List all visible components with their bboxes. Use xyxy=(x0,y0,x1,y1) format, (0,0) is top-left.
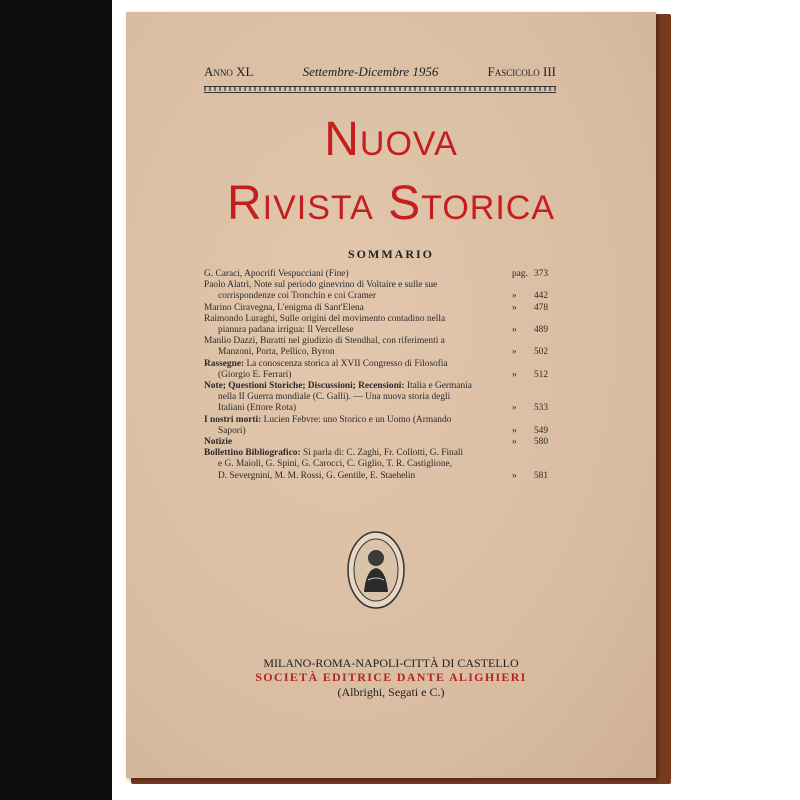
toc-entry-line xyxy=(204,347,548,358)
toc-page-ref xyxy=(508,347,548,358)
toc-page-number: 442 xyxy=(533,291,548,302)
toc-entry-text: Paolo Alatri, Note sul periodo ginevrino di Voltaire e sulle sue xyxy=(204,280,438,291)
toc-page-ref xyxy=(508,471,548,482)
toc-entry-text: (Giorgio E. Ferrari) xyxy=(218,369,292,380)
toc-page-mark: » xyxy=(511,347,517,358)
toc-entry-line xyxy=(204,314,548,325)
toc-page-number: 549 xyxy=(533,425,548,436)
toc-page-ref xyxy=(508,403,548,414)
toc-page-number: 512 xyxy=(533,369,548,380)
toc-page-ref xyxy=(508,437,548,448)
publisher-cities: MILANO-ROMA-NAPOLI-CITTÀ DI CASTELLO xyxy=(263,656,519,670)
toc-page-mark: » xyxy=(511,302,517,313)
toc-page-mark: » xyxy=(511,470,517,481)
toc-entry-line xyxy=(204,415,548,426)
toc-entry-line xyxy=(204,381,548,392)
toc-entry-line xyxy=(204,370,548,381)
toc-section-label: Notizie xyxy=(204,437,233,448)
toc-entry-text: Bollettino Bibliografico: Si parla di: C. Zaghi, Fr. Collotti, G. Finali xyxy=(204,448,464,459)
issue-date: Settembre-Dicembre 1956 xyxy=(302,64,439,79)
toc-entry-text: Manlio Dazzi, Buratti nel giudizio di Stendhal, con riferimenti a xyxy=(204,336,445,347)
toc-entry-text: Raimondo Luraghi, Sulle origini del movimento contadino nella xyxy=(204,313,446,324)
toc-entry-text: Manzoni, Porta, Pellico, Byron xyxy=(218,347,335,358)
toc-entry-line xyxy=(204,303,548,314)
contents-heading: SOMMARIO xyxy=(348,247,434,261)
toc-page-number: 373 xyxy=(533,269,548,279)
toc-entry-text xyxy=(204,437,508,448)
toc-entry-line xyxy=(204,426,548,437)
header-rule-pattern xyxy=(204,86,556,91)
publisher-name: SOCIETÀ EDITRICE DANTE ALIGHIERI xyxy=(255,670,527,684)
issue-number: Fascicolo III xyxy=(487,64,556,79)
toc-page-mark: pag. xyxy=(511,269,528,279)
toc-page-number: 533 xyxy=(533,403,548,414)
toc-page-mark: » xyxy=(511,325,517,336)
toc-page-ref xyxy=(508,303,548,314)
toc-section-label: Bollettino Bibliografico: xyxy=(204,448,301,459)
issue-year: Anno XL xyxy=(204,64,254,79)
toc-entry-text: nella II Guerra mondiale (C. Galli). — Una nuova storia degli xyxy=(218,392,451,403)
toc-entry-line xyxy=(204,471,548,482)
toc-entry-text: e G. Maioli, G. Spini, G. Carocci, C. Giglio, T. R. Castiglione, xyxy=(218,459,453,470)
toc-entry-text: Note; Questioni Storiche; Discussioni; Recensioni: Italia e Germania xyxy=(204,381,472,392)
journal-title-line2: Rivista Storica xyxy=(226,177,556,230)
toc-page-number: 580 xyxy=(533,437,548,448)
toc-entry-line xyxy=(204,392,548,403)
toc-page-mark: » xyxy=(511,403,517,414)
toc-page-ref xyxy=(508,325,548,336)
issue-header xyxy=(204,64,556,80)
toc-entry-text: Marino Ciravegna, L'enigma di Sant'Elena xyxy=(204,302,364,313)
toc-entry-text: corrispondenze coi Tronchin e coi Cramer xyxy=(218,291,377,302)
toc-entry-line xyxy=(204,359,548,370)
toc-entry-line xyxy=(204,325,548,336)
toc-page-ref xyxy=(508,269,548,280)
toc-entry-line xyxy=(204,448,548,459)
toc-entry-text: I nostri morti: Lucien Febvre: uno Storico e un Uomo (Armando xyxy=(204,414,452,425)
toc-page-ref xyxy=(508,291,548,302)
publisher-details: (Albrighi, Segati e C.) xyxy=(337,685,445,699)
toc-entry-line xyxy=(204,336,548,347)
toc-entry-line xyxy=(204,280,548,291)
toc-entry-line xyxy=(204,269,548,280)
toc-page-number: 478 xyxy=(533,302,548,313)
toc-page-mark: » xyxy=(511,291,517,302)
toc-page-ref xyxy=(508,426,548,437)
toc-section-label: Note; Questioni Storiche; Discussioni; Recensioni: xyxy=(204,381,405,392)
toc-entry-text: Rassegne: La conoscenza storica al XVII Congresso di Filosofia xyxy=(204,358,448,369)
toc-section-label: Rassegne: xyxy=(204,358,245,369)
toc-entry-text: pianura padana irrigua: Il Vercellese xyxy=(218,325,354,336)
toc-entry-text: G. Caraci, Apocrifi Vespucciani (Fine) xyxy=(204,269,349,279)
background-dark-strip xyxy=(0,0,112,800)
toc-page-mark: » xyxy=(511,437,517,448)
toc-entry-line xyxy=(204,403,548,414)
toc-entry-text: D. Severgnini, M. M. Rossi, G. Gentile, E. Staehelin xyxy=(218,470,416,481)
toc-entry-text: Italiani (Ettore Rota) xyxy=(218,403,297,414)
table-of-contents xyxy=(204,269,548,482)
toc-page-number: 502 xyxy=(533,347,548,358)
toc-page-number: 581 xyxy=(533,470,548,481)
toc-entry-line xyxy=(204,437,548,448)
toc-page-number: 489 xyxy=(533,325,548,336)
toc-page-ref xyxy=(508,370,548,381)
toc-entry-text: Sapori) xyxy=(218,425,246,436)
toc-page-mark: » xyxy=(511,425,517,436)
publisher-emblem-icon xyxy=(346,530,406,610)
toc-section-label: I nostri morti: xyxy=(204,414,262,425)
journal-title-line1: Nuova xyxy=(324,113,458,166)
toc-page-mark: » xyxy=(511,369,517,380)
toc-entry-line xyxy=(204,291,548,302)
toc-entry-line xyxy=(204,459,548,470)
